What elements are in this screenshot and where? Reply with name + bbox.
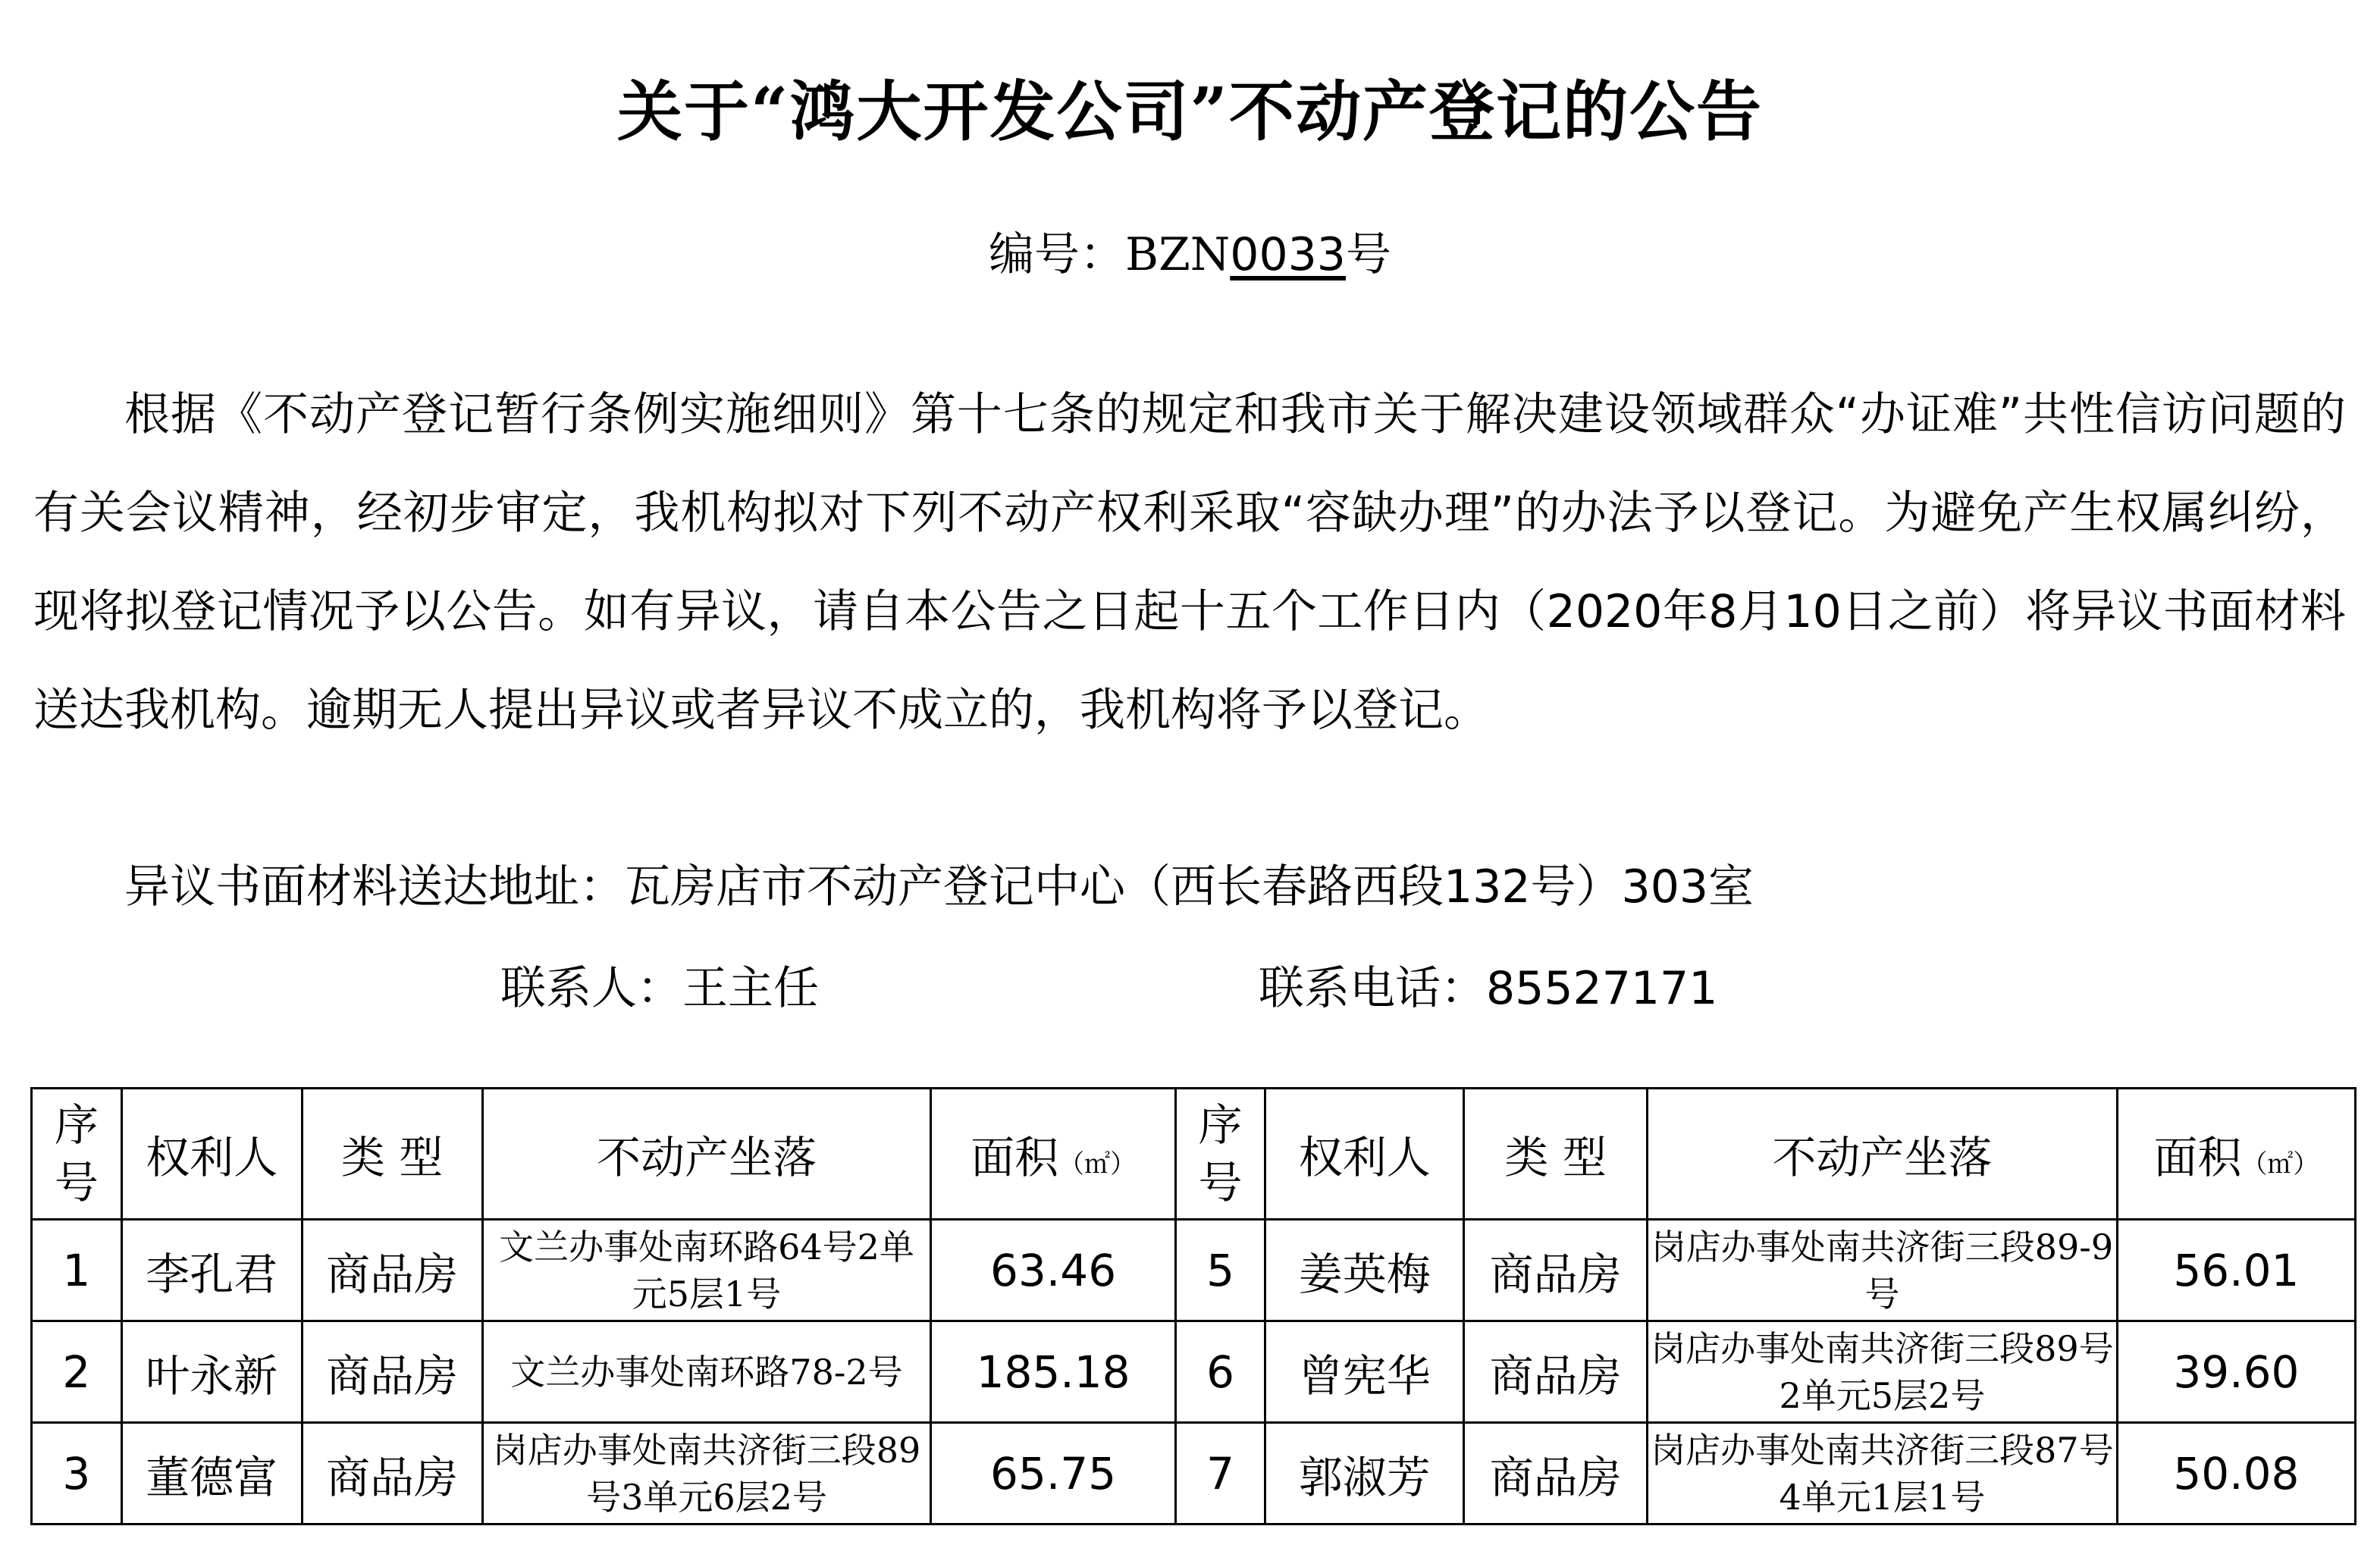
- notice-title: 关于“鸿大开发公司”不动产登记的公告: [617, 74, 1763, 150]
- cell-owner: 郭淑芳: [1265, 1423, 1464, 1524]
- document-number: [0, 218, 2380, 284]
- header-area: [931, 1089, 1175, 1220]
- cell-area: 65.75: [931, 1423, 1175, 1524]
- document-number-prefix: 编号：BZN: [989, 228, 1231, 281]
- cell-type: 商品房: [1464, 1220, 1648, 1321]
- cell-area: 56.01: [2117, 1220, 2355, 1321]
- cell-location: 岗店办事处南共济街三段89号2单元5层2号: [1648, 1321, 2118, 1423]
- objection-address-block: [33, 841, 2346, 932]
- cell-owner: 李孔君: [121, 1220, 302, 1321]
- document-number-value: 0033: [1230, 228, 1346, 281]
- cell-seq: 6: [1175, 1321, 1265, 1423]
- cell-owner: 叶永新: [121, 1321, 302, 1423]
- header-seq-2: 序号: [1175, 1089, 1265, 1220]
- table-row: [32, 1220, 2356, 1321]
- cell-type: 商品房: [302, 1321, 482, 1423]
- cell-location: 岗店办事处南共济街三段89-9号: [1648, 1220, 2118, 1321]
- contact-person: 联系人：王主任: [500, 962, 819, 1015]
- cell-seq: 2: [32, 1321, 122, 1423]
- notice-paragraph: 根据《不动产登记暂行条例实施细则》第十七条的规定和我市关于解决建设领域群众“办证难”共性信访问题的有关会议精神，经初步审定，我机构拟对下列不动产权利采取“容缺办理”的办法予以登记。为避免产生权属纠纷，现将拟登记情况予以公告。如有异议，请自本公告之日起十五个工作日内（2020年8月10日之前）将异议书面材料送达我机构。逾期无人提出异议或者异议不成立的，我机构将予以登记。: [33, 388, 2346, 737]
- header-area-label-2: 面积: [2153, 1132, 2242, 1183]
- cell-seq: 7: [1175, 1423, 1265, 1524]
- cell-area: 39.60: [2117, 1321, 2355, 1423]
- property-table: [30, 1087, 2356, 1525]
- contact-phone: 联系电话：85527171: [1259, 962, 1718, 1015]
- table-row: [32, 1423, 2356, 1524]
- header-location-2: 不动产坐落: [1648, 1089, 2118, 1220]
- cell-area: 50.08: [2117, 1423, 2355, 1524]
- cell-type: 商品房: [1464, 1423, 1648, 1524]
- cell-location: 岗店办事处南共济街三段87号4单元1层1号: [1648, 1423, 2118, 1524]
- header-area-unit: （㎡）: [1058, 1149, 1137, 1180]
- table-header-row: [32, 1089, 2356, 1220]
- objection-address: 异议书面材料送达地址：瓦房店市不动产登记中心（西长春路西段132号）303室: [124, 860, 1754, 913]
- header-area-label: 面积: [971, 1132, 1059, 1183]
- header-owner: 权利人: [121, 1089, 302, 1220]
- cell-owner: 董德富: [121, 1423, 302, 1524]
- cell-seq: 3: [32, 1423, 122, 1524]
- notice-body: [33, 365, 2346, 760]
- header-type: 类 型: [302, 1089, 482, 1220]
- header-area-2: [2117, 1089, 2355, 1220]
- cell-area: 63.46: [931, 1220, 1175, 1321]
- header-seq: 序号: [32, 1089, 122, 1220]
- cell-owner: 姜英梅: [1265, 1220, 1464, 1321]
- header-owner-2: 权利人: [1265, 1089, 1464, 1220]
- cell-type: 商品房: [302, 1423, 482, 1524]
- cell-area: 185.18: [931, 1321, 1175, 1423]
- cell-location: 文兰办事处南环路78-2号: [482, 1321, 931, 1423]
- cell-location: 文兰办事处南环路64号2单元5层1号: [482, 1220, 931, 1321]
- header-type-2: 类 型: [1464, 1089, 1648, 1220]
- document-number-suffix: 号: [1345, 228, 1391, 281]
- cell-owner: 曾宪华: [1265, 1321, 1464, 1423]
- cell-seq: 1: [32, 1220, 122, 1321]
- cell-seq: 5: [1175, 1220, 1265, 1321]
- table-row: [32, 1321, 2356, 1423]
- header-location: 不动产坐落: [482, 1089, 931, 1220]
- cell-type: 商品房: [1464, 1321, 1648, 1423]
- cell-type: 商品房: [302, 1220, 482, 1321]
- cell-location: 岗店办事处南共济街三段89号3单元6层2号: [482, 1423, 931, 1524]
- header-area-unit-2: （㎡）: [2241, 1149, 2319, 1180]
